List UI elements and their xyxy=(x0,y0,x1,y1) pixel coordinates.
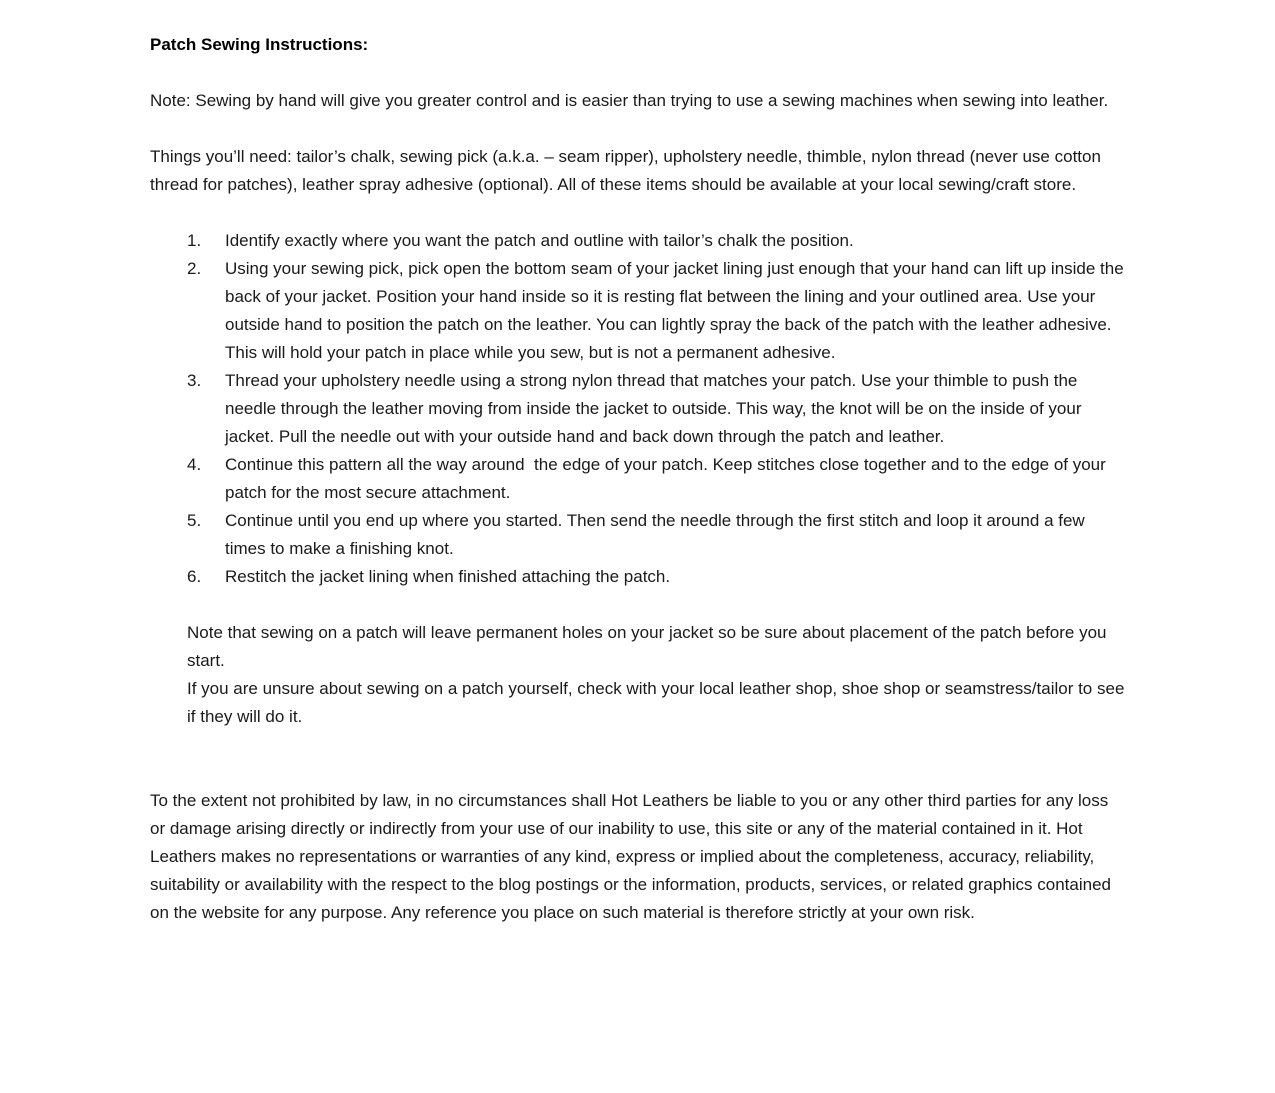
step-item-3 xyxy=(150,367,1125,451)
step-item-5 xyxy=(150,507,1125,563)
step-number: 4. xyxy=(187,455,202,474)
hand-sewing-note-paragraph: Note: Sewing by hand will give you greater control and is easier than trying to use a sewing machines when sewing into leather. xyxy=(150,91,1109,110)
step-text: Continue this pattern all the way around the edge of your patch. Keep stitches close together and to the edge of your patch for the most secure attachment. xyxy=(225,455,1111,502)
step-item-2 xyxy=(150,255,1129,367)
liability-disclaimer-paragraph: To the extent not prohibited by law, in no circumstances shall Hot Leathers be liable to you or any other third parties for any loss or damage arising directly or indirectly from your use of our inability to use, this site or any of the material contained in it. Hot Leathers makes no representations or warranties of any kind, express or implied about the completeness, accuracy, reliability, suitability or availability with the respect to the blog postings or the information, products, services, or related graphics contained on the website for any purpose. Any reference you place on such material is therefore strictly at your own risk. xyxy=(150,791,1111,922)
step-number: 5. xyxy=(187,511,202,530)
step-text: Continue until you end up where you started. Then send the needle through the first stitch and loop it around a few times to make a finishing knot. xyxy=(225,511,1090,558)
step-number: 1. xyxy=(187,231,202,250)
document-title: Patch Sewing Instructions: xyxy=(150,35,369,54)
placement-notes-block xyxy=(187,619,1125,731)
step-item-4 xyxy=(150,451,1125,507)
step-text: Identify exactly where you want the patch and outline with tailor’s chalk the position. xyxy=(225,231,854,250)
step-text: Using your sewing pick, pick open the bottom seam of your jacket lining just enough that your hand can lift up inside the back of your jacket. Position your hand inside so it is resting flat between the lining and your outlined area. Use your outside hand to position the patch on the leather. You can lightly spray the back of the patch with the leather adhesive. This will hold your patch in place while you sew, but is not a permanent adhesive. xyxy=(225,259,1129,362)
step-item-6 xyxy=(150,563,1125,591)
supplies-paragraph: Things you’ll need: tailor’s chalk, sewing pick (a.k.a. – seam ripper), upholstery needle, thimble, nylon thread (never use cotton thread for patches), leather spray adhesive (optional). All of these items should be available at your local sewing/craft store. xyxy=(150,147,1101,194)
step-item-1 xyxy=(150,227,1125,255)
step-text: Thread your upholstery needle using a strong nylon thread that matches your patch. Use your thimble to push the needle through the leather moving from inside the jacket to outside. This way, the knot will be on the inside of your jacket. Pull the needle out with your outside hand and back down through the patch and leather. xyxy=(225,371,1087,446)
step-number: 2. xyxy=(187,259,202,278)
permanent-holes-note: Note that sewing on a patch will leave permanent holes on your jacket so be sure about placement of the patch before you start. xyxy=(187,623,1107,670)
step-text: Restitch the jacket lining when finished attaching the patch. xyxy=(225,567,671,586)
unsure-sewing-note: If you are unsure about sewing on a patch yourself, check with your local leather shop, shoe shop or seamstress/tailor to see if they will do it. xyxy=(187,679,1125,726)
step-number: 6. xyxy=(187,567,202,586)
instruction-steps-list xyxy=(150,227,1129,591)
step-number: 3. xyxy=(187,371,202,390)
